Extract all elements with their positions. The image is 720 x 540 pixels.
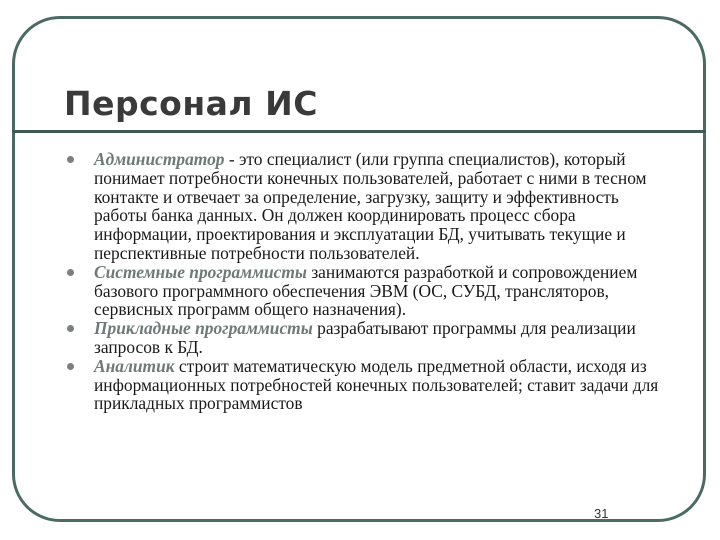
item-term: Аналитик — [94, 355, 175, 376]
list-item-analyst — [62, 357, 672, 413]
list-item-application-programmers — [62, 319, 672, 357]
bullet-icon — [67, 269, 74, 276]
item-term: Администратор — [94, 149, 225, 169]
bullet-icon — [67, 325, 74, 332]
item-text: строит математическую модель предметной области, исходя из информационных потребностей конечных пользователей; ставит задачи для прикладных программистов — [94, 355, 659, 414]
item-text: - это специалист (или группа специалистов), который понимает потребности конечных пользователей, работает с ними в тесном контакте и отвечает за определение, загрузку, защиту и эффективность работы банка данных. Он должен координировать процесс сбора информации, проектирования и эксплуатации БД, учитывать текущие и перспективные потребности пользователей. — [94, 149, 647, 263]
title-divider — [12, 130, 706, 133]
bullet-icon — [67, 363, 74, 370]
slide-title: Персонал ИС — [64, 84, 318, 123]
item-text: занимаются разработкой и сопровождением базового программного обеспечения ЭВМ (ОС, СУБД, трансляторов, сервисных программ общего назначения). — [94, 261, 638, 320]
list-item-system-programmers — [62, 263, 672, 319]
item-text: разрабатывают программы для реализации запросов к БД. — [94, 318, 636, 357]
item-term: Системные программисты — [94, 261, 307, 282]
page-number: 31 — [594, 506, 609, 521]
bullet-icon — [67, 156, 74, 163]
item-term: Прикладные программисты — [94, 318, 313, 339]
bullet-list — [62, 150, 672, 413]
list-item-administrator — [62, 150, 672, 263]
